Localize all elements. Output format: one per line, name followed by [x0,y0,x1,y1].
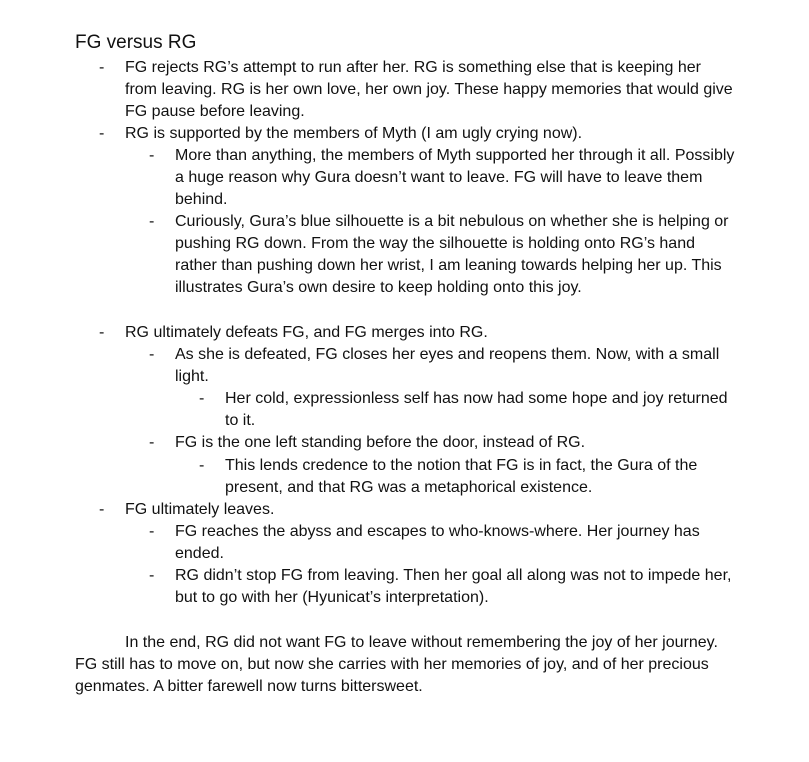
section-heading: FG versus RG [75,32,197,53]
list-item [149,145,735,211]
list-item-text: RG ultimately defeats FG, and FG merges into RG. [125,324,488,341]
bullet-marker: - [99,125,105,142]
list-item-text: FG rejects RG’s attempt to run after her. RG is something else that is keeping her from leaving. RG is her own love, her own joy. These happy memories that would give FG pause before leaving. [125,59,733,120]
list-item [149,565,735,609]
list-item [149,432,735,454]
bullet-marker: - [99,59,105,76]
list-item-text: This lends credence to the notion that FG is in fact, the Gura of the present, and that RG was a metaphorical existence. [225,457,698,496]
list-item-text: FG ultimately leaves. [125,501,275,518]
bullet-marker: - [149,346,155,363]
list-item [99,57,735,123]
bullet-marker: - [149,567,155,584]
bullet-marker: - [149,147,155,164]
bullet-marker: - [149,434,155,451]
list-item [99,123,735,145]
bullet-marker: - [99,501,105,518]
bullet-marker: - [199,457,205,474]
list-item-text: As she is defeated, FG closes her eyes and reopens them. Now, with a small light. [175,346,720,385]
list-item-text: RG didn’t stop FG from leaving. Then her goal all along was not to impede her, but to go with her (Hyunicat’s interpretation). [175,567,732,606]
list-item [149,521,735,565]
list-item-text: FG reaches the abyss and escapes to who-knows-where. Her journey has ended. [175,523,700,562]
list-item [99,499,735,521]
list-item [199,455,735,499]
list-item [99,322,735,344]
list-item-text: FG is the one left standing before the door, instead of RG. [175,434,586,451]
bullet-marker: - [199,390,205,407]
list-item [199,388,735,432]
bullet-marker: - [149,213,155,230]
bullet-marker: - [149,523,155,540]
list-item-text: More than anything, the members of Myth supported her through it all. Possibly a huge reason why Gura doesn’t want to leave. FG will have to leave them behind. [175,147,735,208]
list-item [149,344,735,388]
list-item-text: RG is supported by the members of Myth (I am ugly crying now). [125,125,583,142]
list-item-text: Her cold, expressionless self has now had some hope and joy returned to it. [225,390,728,429]
list-item-text: Curiously, Gura’s blue silhouette is a bit nebulous on whether she is helping or pushing RG down. From the way the silhouette is holding onto RG’s hand rather than pushing down her wrist, I am leaning towards helping her up. This illustrates Gura’s own desire to keep holding onto this joy. [175,213,729,296]
list-item [149,211,735,299]
closing-paragraph: In the end, RG did not want FG to leave without remembering the joy of her journey. FG still has to move on, but now she carries with her memories of joy, and of her precious genmates. A bitter farewell now turns bittersweet. [75,634,718,695]
bullet-marker: - [99,324,105,341]
